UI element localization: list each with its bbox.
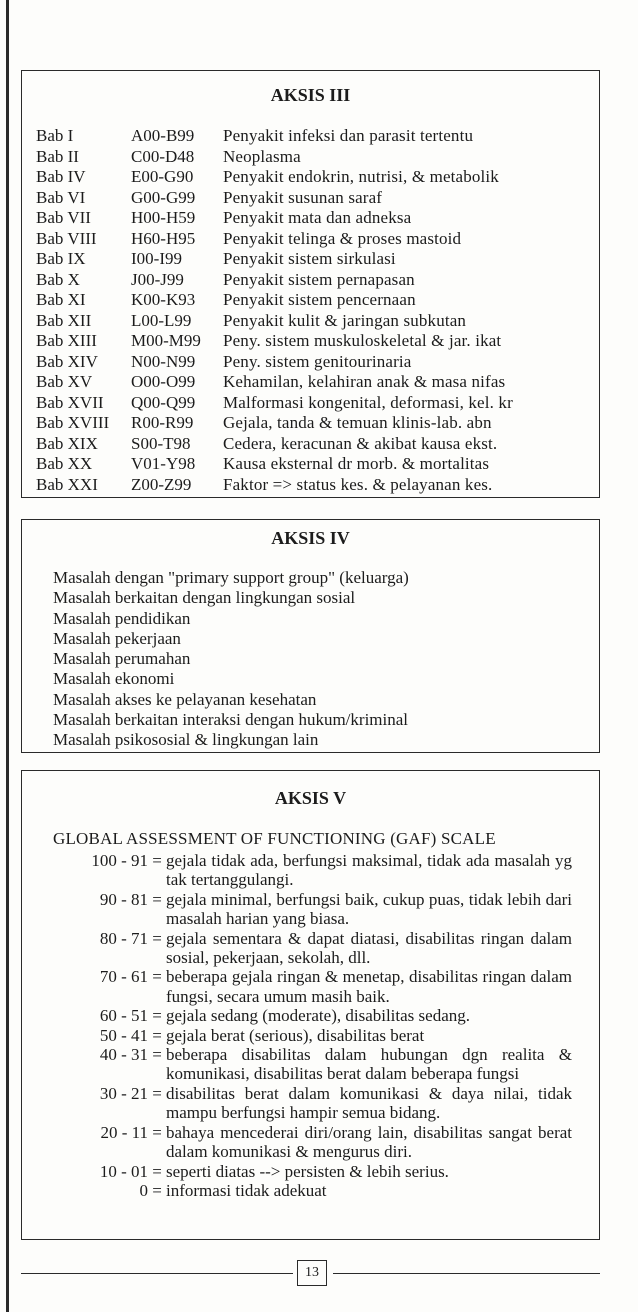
gaf-range: 10 - 01 (99, 1161, 148, 1181)
chapter-label: Bab XX (36, 454, 93, 473)
gaf-row (22, 851, 601, 890)
chapter-row (36, 454, 513, 475)
aksis-4-box (21, 519, 600, 753)
gaf-description: bahaya mencederai diri/orang lain, disabilitas sangat berat dalam komunikasi & mengurus diri. (166, 1122, 572, 1162)
gaf-equals: = (152, 1122, 162, 1142)
icd-code-range: Q00-Q99 (131, 392, 196, 412)
chapter-description: Penyakit sistem pencernaan (223, 290, 416, 309)
icd-code-range: I00-I99 (131, 249, 182, 268)
gaf-range: 70 - 61 (99, 967, 148, 987)
chapter-label: Bab I (36, 126, 74, 145)
chapter-description: Kehamilan, kelahiran anak & masa nifas (223, 372, 506, 391)
chapter-row (36, 188, 513, 209)
chapter-description: Malformasi kongenital, deformasi, kel. kr (223, 392, 513, 412)
chapter-label: Bab II (36, 146, 79, 166)
gaf-description: gejala tidak ada, berfungsi maksimal, tidak ada masalah yg tak tertanggulangi. (166, 851, 572, 890)
chapter-label: Bab VI (36, 187, 86, 207)
chapter-description: Kausa eksternal dr morb. & mortalitas (223, 454, 490, 473)
chapter-label: Bab IX (36, 249, 86, 268)
problem-item: Masalah perumahan (53, 649, 191, 669)
gaf-description: gejala sementara & dapat diatasi, disabilitas ringan dalam sosial, pekerjaan, sekolah, dll. (166, 928, 572, 968)
problem-item: Masalah berkaitan dengan lingkungan sosial (53, 588, 356, 608)
gaf-row (22, 929, 601, 968)
aksis-4-list (53, 568, 409, 751)
gaf-range: 30 - 21 (99, 1083, 148, 1103)
problem-item: Masalah ekonomi (53, 669, 175, 689)
chapter-row (36, 208, 513, 229)
problem-item: Masalah berkaitan interaksi dengan hukum/kriminal (53, 710, 409, 730)
chapter-label: Bab XIII (36, 331, 97, 350)
chapter-row (36, 475, 513, 496)
chapter-row (36, 434, 513, 455)
chapter-row (36, 311, 513, 332)
gaf-range: 40 - 31 (99, 1045, 148, 1065)
chapter-label: Bab XII (36, 310, 92, 330)
chapter-row (36, 270, 513, 291)
icd-code-range: G00-G99 (131, 187, 196, 207)
gaf-description: beberapa disabilitas dalam hubungan dgn realita & komunikasi, disabilitas berat dalam beberapa fungsi (166, 1045, 572, 1084)
icd-code-range: S00-T98 (131, 433, 191, 453)
aksis-5-title: AKSIS V (274, 788, 347, 808)
chapter-description: Penyakit infeksi dan parasit tertentu (223, 126, 474, 145)
chapter-label: Bab XXI (36, 474, 98, 494)
chapter-description: Gejala, tanda & temuan klinis-lab. abn (223, 413, 492, 432)
gaf-equals: = (152, 889, 162, 909)
chapter-description: Penyakit kulit & jaringan subkutan (223, 310, 467, 330)
chapter-label: Bab X (36, 269, 80, 289)
chapter-label: Bab XV (36, 372, 93, 391)
icd-code-range: V01-Y98 (131, 454, 196, 473)
chapter-label: Bab XIV (36, 351, 98, 371)
gaf-row (22, 1084, 601, 1123)
chapter-row (36, 229, 513, 250)
aksis-4-title: AKSIS IV (271, 528, 350, 548)
chapter-label: Bab XI (36, 290, 86, 309)
gaf-description: beberapa gejala ringan & menetap, disabilitas ringan dalam fungsi, secara umum masih baik. (166, 967, 572, 1006)
aksis-5-box (21, 770, 600, 1240)
chapter-description: Penyakit sistem sirkulasi (223, 249, 396, 268)
gaf-description: informasi tidak adekuat (166, 1180, 327, 1200)
left-margin-rule (6, 0, 9, 1312)
problem-item: Masalah pendidikan (53, 608, 191, 628)
chapter-label: Bab XVII (36, 392, 104, 412)
gaf-scale-list (22, 851, 601, 1200)
chapter-row (36, 167, 513, 188)
icd-code-range: K00-K93 (131, 290, 196, 309)
gaf-description: gejala sedang (moderate), disabilitas sedang. (166, 1006, 470, 1026)
chapter-label: Bab VII (36, 208, 91, 227)
chapter-row (36, 331, 513, 352)
gaf-row (22, 967, 601, 1006)
gaf-equals: = (152, 967, 162, 987)
page-number: 13 (297, 1260, 327, 1286)
gaf-range: 100 - 91 (91, 851, 148, 870)
icd-code-range: N00-N99 (131, 351, 196, 371)
gaf-description: seperti diatas --> persisten & lebih serius. (166, 1161, 449, 1181)
footer-rule-left (21, 1273, 293, 1274)
chapter-row (36, 413, 513, 434)
gaf-equals: = (152, 1045, 162, 1065)
chapter-description: Cedera, keracunan & akibat kausa ekst. (223, 433, 498, 453)
chapter-description: Peny. sistem genitourinaria (223, 351, 412, 371)
gaf-row (22, 1162, 601, 1181)
aksis-3-table (36, 126, 513, 495)
chapter-row (36, 126, 513, 147)
chapter-label: Bab XVIII (36, 413, 110, 432)
icd-code-range: H60-H95 (131, 228, 196, 248)
chapter-description: Penyakit endokrin, nutrisi, & metabolik (223, 167, 499, 186)
chapter-description: Penyakit susunan saraf (223, 187, 383, 207)
aksis-3-title: AKSIS III (270, 85, 351, 105)
gaf-description: disabilitas berat dalam komunikasi & daya nilai, tidak mampu berfungsi hampir semua bidang. (166, 1083, 572, 1123)
gaf-row (22, 1181, 601, 1200)
chapter-label: Bab XIX (36, 433, 98, 453)
gaf-equals: = (152, 1025, 162, 1045)
chapter-row (36, 393, 513, 414)
footer-rule-right (333, 1273, 600, 1274)
gaf-range: 50 - 41 (99, 1025, 148, 1045)
icd-code-range: E00-G90 (131, 167, 194, 186)
chapter-label: Bab VIII (36, 228, 97, 248)
gaf-range: 60 - 51 (99, 1006, 148, 1026)
chapter-row (36, 290, 513, 311)
gaf-row (22, 1026, 601, 1045)
problem-item: Masalah psikososial & lingkungan lain (53, 730, 319, 750)
gaf-equals: = (152, 928, 162, 948)
icd-code-range: Z00-Z99 (131, 474, 192, 494)
icd-code-range: M00-M99 (131, 331, 201, 350)
icd-code-range: O00-O99 (131, 372, 196, 391)
gaf-row (22, 1045, 601, 1084)
icd-code-range: A00-B99 (131, 126, 195, 145)
chapter-description: Faktor => status kes. & pelayanan kes. (223, 474, 493, 494)
problem-item: Masalah akses ke pelayanan kesehatan (53, 689, 317, 709)
chapter-description: Penyakit mata dan adneksa (223, 208, 412, 227)
gaf-equals: = (152, 1161, 162, 1181)
gaf-equals: = (152, 1006, 162, 1026)
icd-code-range: C00-D48 (131, 146, 195, 166)
icd-code-range: H00-H59 (131, 208, 196, 227)
icd-code-range: L00-L99 (131, 310, 192, 330)
problem-item: Masalah dengan "primary support group" (keluarga) (53, 568, 409, 587)
chapter-row (36, 372, 513, 393)
gaf-description: gejala berat (serious), disabilitas berat (166, 1025, 425, 1045)
gaf-equals: = (152, 1180, 162, 1200)
chapter-row (36, 147, 513, 168)
gaf-equals: = (152, 851, 162, 870)
chapter-description: Penyakit sistem pernapasan (223, 269, 415, 289)
gaf-range: 0 (139, 1180, 148, 1200)
gaf-range: 20 - 11 (100, 1122, 148, 1142)
chapter-row (36, 249, 513, 270)
gaf-scale-title: GLOBAL ASSESSMENT OF FUNCTIONING (GAF) SCALE (53, 829, 496, 848)
icd-code-range: R00-R99 (131, 413, 194, 432)
chapter-description: Neoplasma (223, 146, 301, 166)
chapter-label: Bab IV (36, 167, 86, 186)
gaf-range: 90 - 81 (99, 889, 148, 909)
gaf-row (22, 890, 601, 929)
chapter-description: Peny. sistem muskuloskeletal & jar. ikat (223, 331, 502, 350)
gaf-row (22, 1006, 601, 1025)
problem-item: Masalah pekerjaan (53, 628, 181, 648)
gaf-range: 80 - 71 (99, 928, 148, 948)
gaf-description: gejala minimal, berfungsi baik, cukup puas, tidak lebih dari masalah harian yang biasa. (166, 889, 572, 929)
aksis-3-box (21, 70, 600, 498)
chapter-row (36, 352, 513, 373)
gaf-equals: = (152, 1083, 162, 1103)
icd-code-range: J00-J99 (131, 269, 184, 289)
chapter-description: Penyakit telinga & proses mastoid (223, 228, 462, 248)
gaf-row (22, 1123, 601, 1162)
